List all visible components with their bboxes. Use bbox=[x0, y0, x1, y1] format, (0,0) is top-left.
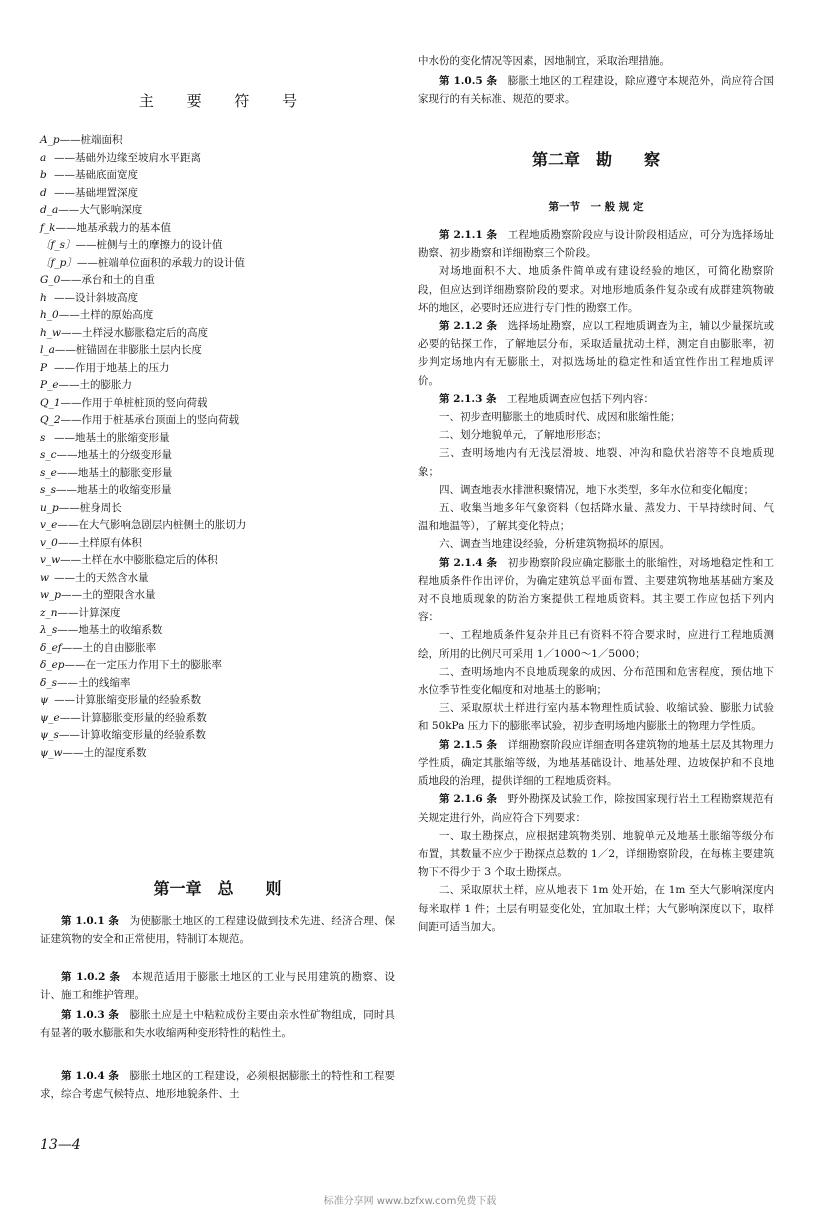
symbol: w_p bbox=[40, 589, 61, 601]
body-paragraph: 六、调查当地建设经验，分析建筑物损坏的原因。 bbox=[439, 538, 670, 551]
chapter1-title: 第一章 总 则 bbox=[153, 879, 282, 898]
body-paragraph: 对场地面积不大、地质条件简单或有建设经验的地区，可简化勘察阶段，但应达到详细勘察阶段的要求。对地形地质条件复杂或有成群建筑物破坏的地区，必要时还应进行专门性的勘察工作。 bbox=[418, 265, 774, 314]
symbol-description: ——在一定压力作用下土的膨胀率 bbox=[64, 659, 223, 671]
symbol-item bbox=[40, 272, 395, 290]
symbol-description: ——桩身周长 bbox=[58, 501, 122, 514]
article-paragraph: 第 2.1.5 条 详细勘察阶段应详细查明各建筑物的地基土层及其物理力学性质，确定其胀缩等级，为地基基础设计、地基处理、边坡保护和不良地质地段的治理，提供详细的工程地质资料。 bbox=[418, 738, 774, 788]
article-1-0-3: 第 1.0.3 条 膨胀土应是土中粘粒成份主要由亲水性矿物组成，同时具有显著的吸水膨胀和失水收缩两种变形特性的粘性土。 bbox=[40, 1009, 396, 1040]
symbol: h bbox=[40, 291, 47, 304]
symbol: G_0 bbox=[40, 274, 61, 286]
symbol-description: ——地基土的胀缩变形量 bbox=[54, 431, 170, 444]
article-1-0-2: 第 1.0.2 条 本规范适用于膨胀土地区的工业与民用建筑的勘察、设计、施工和维护管理。 bbox=[40, 971, 396, 1002]
symbol-item bbox=[40, 500, 395, 518]
symbol: s_c bbox=[40, 449, 57, 461]
symbol-description: ——桩侧与土的摩擦力的设计值 bbox=[75, 239, 223, 251]
symbol-item bbox=[40, 167, 395, 185]
symbol-item bbox=[40, 290, 395, 308]
symbol-description: ——地基土的膨胀变形量 bbox=[56, 466, 173, 479]
body-paragraph: 三、查明场地内有无浅层滑坡、地裂、冲沟和隐伏岩溶等不良地质现象； bbox=[418, 447, 774, 478]
symbol: u_p bbox=[40, 501, 59, 514]
symbol-description: ——土的天然含水量 bbox=[54, 571, 149, 584]
symbol-item bbox=[40, 657, 395, 675]
article-paragraph: 第 2.1.4 条 初步勘察阶段应确定膨胀土的胀缩性，对场地稳定性和工程地质条件作出评价，为确定建筑总平面布置、主要建筑物地基基础方案及对不良地质现象的防治方案提供工程地质资料。其主要工作应包括下列内容： bbox=[418, 556, 774, 624]
symbol: δ_ef bbox=[40, 641, 62, 654]
symbol-description: ——大气影响深度 bbox=[58, 204, 143, 216]
body-paragraph: 二、划分地貌单元，了解地形形态； bbox=[439, 429, 607, 442]
symbol-item bbox=[40, 150, 395, 168]
symbol-description: ——地基承载力的基本值 bbox=[55, 221, 171, 234]
symbol: δ_s bbox=[40, 676, 57, 689]
symbol-item bbox=[40, 465, 395, 483]
symbol-description: ——承台和土的自重 bbox=[60, 274, 155, 286]
symbol: ψ_s bbox=[40, 729, 59, 741]
symbol-item bbox=[40, 482, 395, 500]
symbol-item bbox=[40, 412, 395, 430]
symbol-item bbox=[40, 185, 395, 203]
section1-title: 第一节 一 般 规 定 bbox=[548, 201, 644, 213]
right-body bbox=[418, 226, 774, 936]
symbol-description: ——土的塑限含水量 bbox=[60, 589, 156, 601]
page-number: 13—4 bbox=[40, 1137, 81, 1153]
body-paragraph: 五、收集当地多年气象资料（包括降水量、蒸发力、干旱持续时间、气温和地温等），了解其变化特点； bbox=[418, 502, 774, 533]
symbol-description: ——基础外边缘至坡肩水平距离 bbox=[54, 151, 201, 164]
symbol-description: ——土样在水中膨胀稳定后的体积 bbox=[60, 554, 218, 566]
article-paragraph: 第 2.1.3 条 工程地质调查应包括下列内容： bbox=[439, 392, 655, 405]
symbol-description: ——在大气影响急剧层内桩侧土的胀切力 bbox=[57, 519, 247, 531]
symbol-item bbox=[40, 587, 395, 605]
symbol-item bbox=[40, 640, 395, 658]
symbol-item bbox=[40, 220, 395, 238]
symbol-description: ——地基土的收缩变形量 bbox=[56, 484, 172, 496]
symbol-description: ——土样的原始高度 bbox=[58, 309, 154, 321]
symbol: v_w bbox=[40, 554, 61, 566]
article-paragraph: 第 2.1.2 条 选择场址勘察，应以工程地质调查为主，辅以少量探坑或必要的钻探工作，了解地层分布，采取适量扰动土样，测定自由膨胀率，初步判定场地内有无膨胀土，对拟选场址的稳定性和适宜性作出工程地质评价。 bbox=[418, 320, 774, 387]
symbol: λ_s bbox=[40, 624, 58, 636]
symbol: 〔f_s〕 bbox=[40, 239, 76, 251]
symbol-description: ——土的湿度系数 bbox=[62, 746, 147, 759]
symbol-item bbox=[40, 377, 395, 395]
symbol-item bbox=[40, 552, 395, 570]
symbol: s_s bbox=[40, 484, 57, 496]
body-paragraph: 一、工程地质条件复杂并且已有资料不符合要求时，应进行工程地质测绘，所用的比例尺可采用 1／1000～1／5000； bbox=[418, 629, 774, 660]
symbol: δ_ep bbox=[40, 659, 65, 671]
symbol: 〔f_p〕 bbox=[40, 256, 77, 269]
symbol-description: ——桩端单位面积的承载力的设计值 bbox=[76, 256, 245, 269]
article-1-0-1: 第 1.0.1 条 为使膨胀土地区的工程建设做到技术先进、经济合理、保证建筑物的安全和正常使用，特制订本规范。 bbox=[40, 915, 396, 946]
symbol-description: ——计算深度 bbox=[57, 606, 121, 619]
symbol: a bbox=[40, 151, 47, 164]
body-paragraph: 二、查明场地内不良地质现象的成因、分布范围和危害程度，预估地下水位季节性变化幅度和对地基土的影响； bbox=[418, 665, 774, 697]
symbol-description: ——设计斜坡高度 bbox=[54, 291, 138, 304]
symbol: f_k bbox=[40, 221, 56, 234]
symbol: d_a bbox=[40, 204, 59, 216]
symbol-item bbox=[40, 237, 395, 255]
symbol: ψ_w bbox=[40, 746, 63, 759]
symbol-item bbox=[40, 605, 395, 623]
symbol: h_w bbox=[40, 326, 61, 339]
symbol-description: ——计算膨胀变形量的经验系数 bbox=[59, 711, 207, 724]
symbol-description: ——作用于单桩桩顶的竖向荷载 bbox=[60, 396, 208, 409]
symbol-item bbox=[40, 622, 395, 640]
symbol-item bbox=[40, 325, 395, 343]
symbol: ψ_e bbox=[40, 711, 60, 724]
body-paragraph: 三、采取原状土样进行室内基本物理性质试验、收缩试验、膨胀力试验和 50kPa 压力下的膨胀率试验，初步查明场地内膨胀土的物理力学性质。 bbox=[418, 702, 774, 733]
symbol-item bbox=[40, 692, 395, 710]
symbol-item bbox=[40, 727, 395, 745]
symbol-description: ——土样浸水膨胀稳定后的高度 bbox=[61, 326, 208, 339]
symbol-item bbox=[40, 360, 395, 378]
symbol: A_p bbox=[40, 134, 60, 146]
symbol: z_n bbox=[40, 606, 58, 619]
body-paragraph: 二、采取原状土样，应从地表下 1m 处开始，在 1m 至大气影响深度内每米取样 1 件；土层有明显变化处，宜加取土样；大气影响深度以下，取样间距可适当加大。 bbox=[418, 884, 774, 933]
symbol: Q_1 bbox=[40, 396, 61, 409]
symbol-description: ——土的膨胀力 bbox=[58, 379, 133, 391]
symbols-list bbox=[40, 132, 395, 762]
symbol: v_0 bbox=[40, 536, 58, 549]
body-paragraph: 四、调查地表水排泄积聚情况，地下水类型，多年水位和变化幅度； bbox=[439, 483, 754, 496]
symbol-description: ——地基土的分级变形量 bbox=[56, 449, 173, 461]
symbol-description: ——基础底面宽度 bbox=[54, 169, 138, 181]
symbol: ψ bbox=[40, 694, 49, 706]
symbol-item bbox=[40, 745, 395, 763]
symbol-description: ——地基土的收缩系数 bbox=[57, 624, 163, 636]
symbol: s bbox=[40, 431, 46, 444]
symbol-item bbox=[40, 395, 395, 413]
symbol-description: ——土样原有体积 bbox=[57, 536, 142, 549]
symbol-description: ——作用于地基上的压力 bbox=[54, 361, 170, 374]
symbol-description: ——作用于桩基承台顶面上的竖向荷载 bbox=[60, 414, 240, 426]
chapter2-title: 第二章 勘 察 bbox=[531, 150, 660, 169]
symbol: P bbox=[40, 361, 48, 374]
symbol: s_e bbox=[40, 466, 57, 479]
symbol-item bbox=[40, 430, 395, 448]
footer-watermark: 标准分享网 www.bzfxw.com免费下载 bbox=[323, 1196, 497, 1207]
article-1-0-4: 第 1.0.4 条 膨胀土地区的工程建设，必须根据膨胀土的特性和工程要求，综合考虑气候特点、地形地貌条件、土 bbox=[40, 1070, 396, 1101]
continued-paragraph: 中水份的变化情况等因素，因地制宜，采取治理措施。 bbox=[418, 55, 670, 67]
article-paragraph: 第 2.1.1 条 工程地质勘察阶段应与设计阶段相适应，可分为选择场址勘察、初步勘察和详细勘察三个阶段。 bbox=[418, 229, 774, 260]
symbols-title: 主 要 符 号 bbox=[138, 92, 312, 110]
symbol: Q_2 bbox=[40, 414, 61, 426]
symbol-item bbox=[40, 517, 395, 535]
symbol-item bbox=[40, 570, 395, 588]
body-paragraph: 一、初步查明膨胀土的地质时代、成因和胀缩性能； bbox=[439, 411, 681, 424]
article-paragraph: 第 2.1.6 条 野外勘探及试验工作，除按国家现行岩土工程勘察规范有关规定进行外，尚应符合下列要求： bbox=[418, 793, 774, 824]
article-1-0-5: 第 1.0.5 条 膨胀土地区的工程建设，除应遵守本规范外，尚应符合国家现行的有关标准、规范的要求。 bbox=[418, 75, 774, 106]
symbol: b bbox=[40, 169, 47, 181]
symbol: d bbox=[40, 186, 47, 199]
symbol-description: ——计算收缩变形量的经验系数 bbox=[58, 729, 206, 741]
symbol: h_0 bbox=[40, 309, 59, 321]
symbol-item bbox=[40, 132, 395, 150]
symbol-item bbox=[40, 675, 395, 693]
symbol: l_a bbox=[40, 344, 55, 356]
symbol: w bbox=[40, 571, 49, 584]
symbol-item bbox=[40, 710, 395, 728]
symbol-item bbox=[40, 447, 395, 465]
symbol-description: ——土的自由膨胀率 bbox=[61, 641, 157, 654]
symbol-item bbox=[40, 342, 395, 360]
symbol-item bbox=[40, 255, 395, 273]
symbol-description: ——桩锚固在非膨胀土层内长度 bbox=[54, 344, 202, 356]
symbol-item bbox=[40, 535, 395, 553]
symbol: v_e bbox=[40, 519, 58, 531]
symbol-description: ——计算胀缩变形量的经验系数 bbox=[54, 694, 201, 706]
symbol-description: ——土的线缩率 bbox=[56, 676, 131, 689]
body-paragraph: 一、取土勘探点，应根据建筑物类别、地貌单元及地基土胀缩等级分布布置，其数量不应少于勘探点总数的 1／2，详细勘察阶段，在每栋主要建筑物下不得少于 3 个取土勘探点。 bbox=[418, 829, 774, 879]
symbol-description: ——桩端面积 bbox=[59, 134, 123, 146]
symbol-item bbox=[40, 307, 395, 325]
symbol-item bbox=[40, 202, 395, 220]
symbol: P_e bbox=[40, 379, 59, 391]
symbol-description: ——基础埋置深度 bbox=[54, 186, 138, 199]
